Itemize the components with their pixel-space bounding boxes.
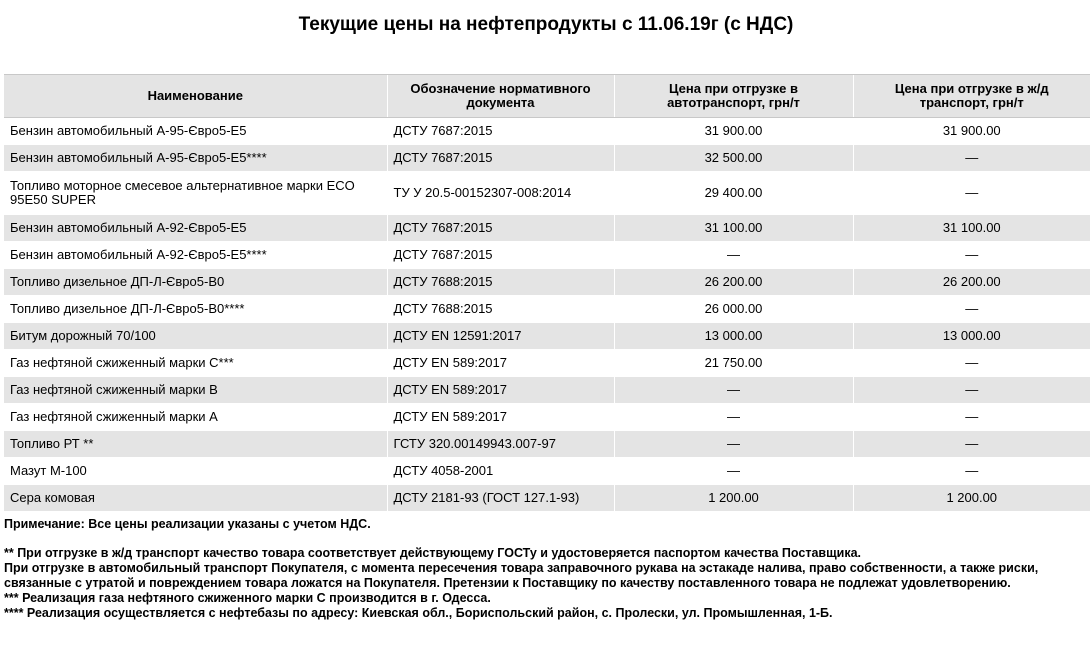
product-name: Сера комовая — [4, 485, 387, 512]
note-rail-quality: ** При отгрузке в ж/д транспорт качество товара соответствует действующему ГОСТу и удостоверяется паспортом качества Поставщика. — [4, 546, 861, 560]
price-rail: — — [853, 431, 1090, 458]
product-name: Бензин автомобильный А-95-Євро5-Е5**** — [4, 145, 387, 172]
price-rail: — — [853, 296, 1090, 323]
product-name: Газ нефтяной сжиженный марки А — [4, 404, 387, 431]
table-row — [4, 377, 1090, 404]
standard-document: ДСТУ 2181-93 (ГОСТ 127.1-93) — [387, 485, 614, 512]
column-header-name: Наименование — [4, 75, 387, 118]
price-auto: 13 000.00 — [614, 323, 853, 350]
table-row — [4, 431, 1090, 458]
table-row — [4, 242, 1090, 269]
price-rail: 31 900.00 — [853, 118, 1090, 145]
note-gas-odessa: *** Реализация газа нефтяного сжиженного марки С производится в г. Одесса. — [4, 591, 491, 605]
product-name: Топливо дизельное ДП-Л-Євро5-В0 — [4, 269, 387, 296]
price-auto: — — [614, 377, 853, 404]
product-name: Бензин автомобильный А-95-Євро5-Е5 — [4, 118, 387, 145]
table-row — [4, 404, 1090, 431]
price-auto: 32 500.00 — [614, 145, 853, 172]
price-auto: — — [614, 458, 853, 485]
price-rail: — — [853, 242, 1090, 269]
column-header-document: Обозначение нормативного документа — [387, 75, 614, 118]
product-name: Топливо дизельное ДП-Л-Євро5-В0**** — [4, 296, 387, 323]
price-auto: 1 200.00 — [614, 485, 853, 512]
price-table — [4, 74, 1090, 512]
note-vat: Примечание: Все цены реализации указаны с учетом НДС. — [4, 517, 371, 531]
standard-document: ДСТУ 7687:2015 — [387, 242, 614, 269]
table-row — [4, 323, 1090, 350]
standard-document: ДСТУ 4058-2001 — [387, 458, 614, 485]
product-name: Газ нефтяной сжиженный марки С*** — [4, 350, 387, 377]
table-row — [4, 350, 1090, 377]
product-name: Бензин автомобильный А-92-Євро5-Е5 — [4, 215, 387, 242]
standard-document: ТУ У 20.5-00152307-008:2014 — [387, 172, 614, 215]
standard-document: ДСТУ 7687:2015 — [387, 145, 614, 172]
standard-document: ДСТУ EN 589:2017 — [387, 404, 614, 431]
product-name: Мазут М-100 — [4, 458, 387, 485]
table-header-row — [4, 75, 1090, 118]
column-header-price-auto: Цена при отгрузке в автотранспорт, грн/т — [614, 75, 853, 118]
price-auto: 29 400.00 — [614, 172, 853, 215]
table-row — [4, 485, 1090, 512]
standard-document: ДСТУ EN 589:2017 — [387, 350, 614, 377]
price-auto: 31 900.00 — [614, 118, 853, 145]
table-row — [4, 172, 1090, 215]
column-header-price-rail: Цена при отгрузке в ж/д транспорт, грн/т — [853, 75, 1090, 118]
table-row — [4, 296, 1090, 323]
table-row — [4, 215, 1090, 242]
product-name: Топливо моторное смесевое альтернативное марки ECO 95E50 SUPER — [4, 172, 387, 215]
note-depot-address: **** Реализация осуществляется с нефтебазы по адресу: Киевская обл., Бориспольский район, с. Пролески, ул. Промышленная, 1-Б. — [4, 606, 833, 620]
standard-document: ДСТУ 7688:2015 — [387, 269, 614, 296]
standard-document: ДСТУ EN 12591:2017 — [387, 323, 614, 350]
note-auto-ownership: При отгрузке в автомобильный транспорт Покупателя, с момента пересечения товара заправочного рукава на эстакаде налива, право собственности, а также риски, связанные с утратой и повреждением товара ложатся на Покупателя. Претензии к Поставщику по качеству поставленного товара не подлежат удовлетворению. — [4, 561, 1039, 590]
price-rail: — — [853, 145, 1090, 172]
price-auto: 26 200.00 — [614, 269, 853, 296]
price-rail: — — [853, 377, 1090, 404]
notes-section — [4, 517, 1084, 621]
price-auto: 31 100.00 — [614, 215, 853, 242]
price-auto: 26 000.00 — [614, 296, 853, 323]
price-rail: 31 100.00 — [853, 215, 1090, 242]
standard-document: ДСТУ 7687:2015 — [387, 215, 614, 242]
product-name: Газ нефтяной сжиженный марки В — [4, 377, 387, 404]
standard-document: ГСТУ 320.00149943.007-97 — [387, 431, 614, 458]
price-auto: — — [614, 431, 853, 458]
standard-document: ДСТУ 7687:2015 — [387, 118, 614, 145]
price-auto: — — [614, 242, 853, 269]
standard-document: ДСТУ EN 589:2017 — [387, 377, 614, 404]
table-row — [4, 118, 1090, 145]
standard-document: ДСТУ 7688:2015 — [387, 296, 614, 323]
price-rail: 26 200.00 — [853, 269, 1090, 296]
price-auto: 21 750.00 — [614, 350, 853, 377]
product-name: Битум дорожный 70/100 — [4, 323, 387, 350]
price-rail: — — [853, 404, 1090, 431]
product-name: Топливо РТ ** — [4, 431, 387, 458]
price-rail: 13 000.00 — [853, 323, 1090, 350]
price-rail: 1 200.00 — [853, 485, 1090, 512]
price-rail: — — [853, 350, 1090, 377]
price-rail: — — [853, 172, 1090, 215]
page-title: Текущие цены на нефтепродукты с 11.06.19г (с НДС) — [298, 14, 794, 35]
table-row — [4, 458, 1090, 485]
table-row — [4, 269, 1090, 296]
price-auto: — — [614, 404, 853, 431]
table-row — [4, 145, 1090, 172]
product-name: Бензин автомобильный А-92-Євро5-Е5**** — [4, 242, 387, 269]
price-rail: — — [853, 458, 1090, 485]
